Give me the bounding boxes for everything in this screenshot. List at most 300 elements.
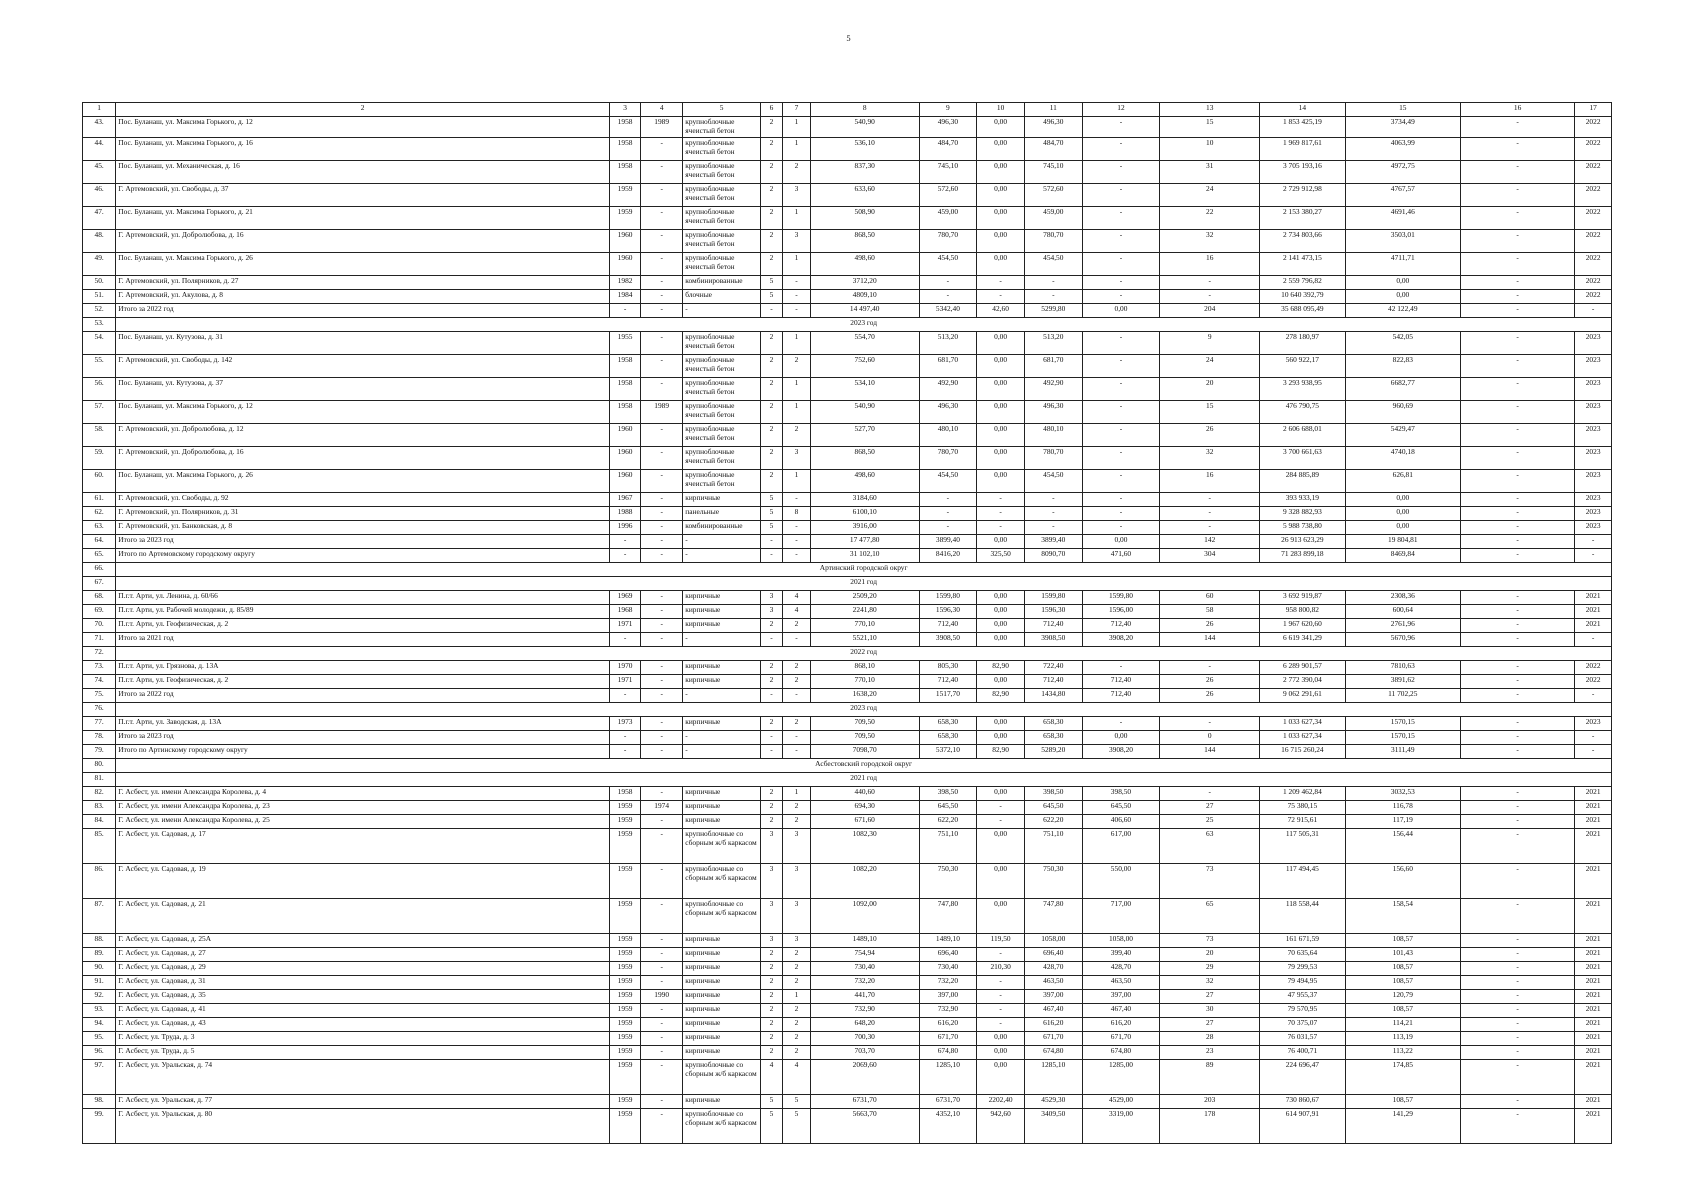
table-cell: - (783, 275, 811, 289)
table-cell: 57. (83, 400, 116, 423)
table-cell: 65. (83, 548, 116, 562)
table-row (83, 933, 1612, 947)
table-cell: 43. (83, 117, 116, 138)
table-cell: - (641, 354, 683, 377)
table-cell: 1 (783, 469, 811, 492)
table-cell: 1988 (610, 506, 641, 520)
table-cell: 3916,00 (810, 520, 919, 534)
table-cell: - (1460, 289, 1574, 303)
table-cell: Г. Асбест, ул. Садовая, д. 41 (116, 1003, 610, 1017)
table-cell: 1959 (610, 1094, 641, 1108)
table-cell: 732,20 (919, 975, 977, 989)
table-cell: 492,90 (919, 377, 977, 400)
table-cell: - (1460, 469, 1574, 492)
column-number: 8 (810, 103, 919, 117)
table-cell: - (641, 730, 683, 744)
section-row (83, 576, 1612, 590)
table-cell: - (641, 1045, 683, 1059)
table-cell: 0,00 (1345, 275, 1460, 289)
table-cell: - (1460, 744, 1574, 758)
table-cell: 3503,01 (1345, 229, 1460, 252)
table-cell: - (1460, 506, 1574, 520)
table-cell: 671,70 (919, 1031, 977, 1045)
table-cell: 15 (1160, 117, 1260, 138)
table-cell: - (1082, 377, 1160, 400)
table-cell: крупноблочные со сборным ж/б каркасом (683, 828, 761, 863)
table-cell: 72 915,61 (1260, 814, 1345, 828)
table-cell: 7098,70 (810, 744, 919, 758)
table-cell: - (1575, 688, 1612, 702)
table-cell: 3712,20 (810, 275, 919, 289)
table-cell: - (919, 289, 977, 303)
table-cell: 1 (783, 400, 811, 423)
table-cell: крупноблочные ячеистый бетон (683, 400, 761, 423)
table-row (83, 863, 1612, 898)
table-cell: - (641, 1059, 683, 1094)
table-cell: кирпичные (683, 492, 761, 506)
table-cell: 0,00 (977, 716, 1025, 730)
table-cell: Г. Артемовский, ул. Свободы, д. 142 (116, 354, 610, 377)
table-cell: 397,00 (1024, 989, 1082, 1003)
table-cell: 69. (83, 604, 116, 618)
section-row (83, 772, 1612, 786)
table-cell: 114,21 (1345, 1017, 1460, 1031)
table-cell: - (977, 947, 1025, 961)
table-cell: 476 790,75 (1260, 400, 1345, 423)
table-cell: 2021 (1575, 590, 1612, 604)
table-row (83, 137, 1612, 160)
table-cell: 158,54 (1345, 898, 1460, 933)
table-cell: 44. (83, 137, 116, 160)
table-cell: крупноблочные ячеистый бетон (683, 377, 761, 400)
table-cell: 398,50 (1024, 786, 1082, 800)
table-cell: - (1460, 183, 1574, 206)
table-cell: Г. Артемовский, ул. Акулова, д. 8 (116, 289, 610, 303)
table-cell: - (1460, 814, 1574, 828)
table-cell: крупноблочные ячеистый бетон (683, 354, 761, 377)
table-cell: Пос. Буланаш, ул. Кутузова, д. 31 (116, 331, 610, 354)
table-cell: Г. Асбест, ул. Садовая, д. 29 (116, 961, 610, 975)
table-cell: крупноблочные ячеистый бетон (683, 206, 761, 229)
table-cell: 1 033 627,34 (1260, 716, 1345, 730)
table-cell: - (760, 744, 782, 758)
table-cell: крупноблочные со сборным ж/б каркасом (683, 1108, 761, 1143)
page-number: 5 (846, 33, 851, 43)
table-cell: 2 (760, 354, 782, 377)
table-cell: - (1082, 160, 1160, 183)
table-cell: 1 (783, 117, 811, 138)
table-row (83, 252, 1612, 275)
table-cell: 3899,40 (1024, 534, 1082, 548)
table-cell: 2023 (1575, 716, 1612, 730)
table-cell: - (977, 1017, 1025, 1031)
table-cell: Итого по Артинскому городскому округу (116, 744, 610, 758)
table-cell: 837,30 (810, 160, 919, 183)
table-cell: Г. Асбест, ул. имени Александра Королева, д. 4 (116, 786, 610, 800)
table-cell: 496,30 (919, 400, 977, 423)
table-cell: - (641, 786, 683, 800)
table-cell: 1959 (610, 1017, 641, 1031)
table-cell: 5 (760, 289, 782, 303)
table-cell: 79 570,95 (1260, 1003, 1345, 1017)
table-cell: 2023 (1575, 506, 1612, 520)
table-cell: 712,40 (919, 674, 977, 688)
table-cell: - (1460, 632, 1574, 646)
section-title: 2022 год (116, 646, 1612, 660)
table-cell: 3908,50 (1024, 632, 1082, 646)
table-cell: - (1082, 520, 1160, 534)
table-cell: 732,90 (810, 1003, 919, 1017)
table-cell: 5 (760, 492, 782, 506)
table-cell: - (641, 446, 683, 469)
table-cell: Итого за 2023 год (116, 534, 610, 548)
table-cell: 496,30 (1024, 400, 1082, 423)
table-cell: 1968 (610, 604, 641, 618)
table-cell: - (760, 548, 782, 562)
table-cell: 4 (760, 1059, 782, 1094)
table-cell: 960,69 (1345, 400, 1460, 423)
table-cell: 0,00 (977, 354, 1025, 377)
table-cell: кирпичные (683, 604, 761, 618)
table-cell: 2022 (1575, 229, 1612, 252)
table-cell: - (1160, 716, 1260, 730)
table-cell: 4740,18 (1345, 446, 1460, 469)
table-cell: 770,10 (810, 618, 919, 632)
table-cell: 732,20 (810, 975, 919, 989)
table-row (83, 674, 1612, 688)
table-cell: 2 (783, 975, 811, 989)
table-cell: 156,44 (1345, 828, 1460, 863)
table-row (83, 947, 1612, 961)
table-cell: - (641, 604, 683, 618)
table-cell: - (641, 933, 683, 947)
table-cell: 2022 (1575, 117, 1612, 138)
table-cell: 89 (1160, 1059, 1260, 1094)
row-number: 67. (83, 576, 116, 590)
table-cell: 1 209 462,84 (1260, 786, 1345, 800)
table-cell: 459,00 (1024, 206, 1082, 229)
table-cell: - (1460, 252, 1574, 275)
table-cell: 2 (760, 1031, 782, 1045)
table-cell: панельные (683, 506, 761, 520)
table-cell: крупноблочные ячеистый бетон (683, 446, 761, 469)
table-cell: 6731,70 (810, 1094, 919, 1108)
table-cell: - (1024, 492, 1082, 506)
table-cell: 1 (783, 989, 811, 1003)
table-cell: 3 (760, 828, 782, 863)
table-cell: 22 (1160, 206, 1260, 229)
table-cell: 31 (1160, 160, 1260, 183)
table-cell: 868,50 (810, 446, 919, 469)
table-cell: 1489,10 (810, 933, 919, 947)
table-cell: 0,00 (977, 618, 1025, 632)
table-cell: 52. (83, 303, 116, 317)
table-cell: 2 (760, 183, 782, 206)
table-cell: 2021 (1575, 933, 1612, 947)
table-cell: 822,83 (1345, 354, 1460, 377)
table-cell: 284 885,89 (1260, 469, 1345, 492)
table-cell: Г. Артемовский, ул. Банковская, д. 8 (116, 520, 610, 534)
table-cell: Итого по Артемовскому городскому округу (116, 548, 610, 562)
table-cell: 161 671,59 (1260, 933, 1345, 947)
table-cell: 50. (83, 275, 116, 289)
table-cell: 1974 (641, 800, 683, 814)
table-cell: 2022 (1575, 275, 1612, 289)
table-cell: Пос. Буланаш, ул. Максима Горького, д. 12 (116, 400, 610, 423)
column-number: 5 (683, 103, 761, 117)
table-cell: П.г.т. Арти, ул. Грязнова, д. 13А (116, 660, 610, 674)
table-cell: 224 696,47 (1260, 1059, 1345, 1094)
table-cell: - (919, 520, 977, 534)
table-cell: - (977, 1003, 1025, 1017)
table-row (83, 469, 1612, 492)
table-cell: 1960 (610, 446, 641, 469)
table-cell: 1959 (610, 989, 641, 1003)
table-cell: 45. (83, 160, 116, 183)
table-cell: 2022 (1575, 206, 1612, 229)
table-cell: 0,00 (977, 183, 1025, 206)
table-cell: 2022 (1575, 660, 1612, 674)
table-cell: 1958 (610, 160, 641, 183)
row-number: 53. (83, 317, 116, 331)
table-cell: 2021 (1575, 975, 1612, 989)
table-cell: - (919, 492, 977, 506)
table-cell: 681,70 (1024, 354, 1082, 377)
table-cell: - (919, 275, 977, 289)
table-cell: 4529,30 (1024, 1094, 1082, 1108)
table-cell: 751,10 (1024, 828, 1082, 863)
table-cell: - (1575, 632, 1612, 646)
table-cell: 1 967 620,60 (1260, 618, 1345, 632)
table-cell: 508,90 (810, 206, 919, 229)
table-cell: 540,90 (810, 400, 919, 423)
table-cell: кирпичные (683, 933, 761, 947)
table-cell: 4711,71 (1345, 252, 1460, 275)
table-cell: 1959 (610, 1059, 641, 1094)
table-cell: 2 (760, 786, 782, 800)
table-cell: 117,19 (1345, 814, 1460, 828)
table-cell: 4691,46 (1345, 206, 1460, 229)
table-cell: Г. Артемовский, ул. Свободы, д. 37 (116, 183, 610, 206)
table-cell: 674,80 (1082, 1045, 1160, 1059)
table-cell: 0,00 (977, 446, 1025, 469)
table-cell: 1596,30 (919, 604, 977, 618)
table-cell: 2 (760, 160, 782, 183)
table-cell: 2023 (1575, 423, 1612, 446)
table-cell: Г. Асбест, ул. Уральская, д. 80 (116, 1108, 610, 1143)
table-cell: 1989 (641, 400, 683, 423)
table-cell: 0,00 (977, 730, 1025, 744)
table-cell: 480,10 (1024, 423, 1082, 446)
table-cell: - (683, 730, 761, 744)
table-cell: 2241,80 (810, 604, 919, 618)
table-cell: 1960 (610, 252, 641, 275)
table-cell: - (683, 303, 761, 317)
table-cell: 2023 (1575, 400, 1612, 423)
table-cell: 2021 (1575, 828, 1612, 863)
section-title: 2023 год (116, 317, 1612, 331)
table-cell: 82,90 (977, 688, 1025, 702)
table-cell: - (977, 989, 1025, 1003)
table-cell: 1 (783, 377, 811, 400)
table-cell: 712,40 (1024, 618, 1082, 632)
table-cell: 747,80 (919, 898, 977, 933)
table-cell: - (641, 814, 683, 828)
table-cell: 467,40 (1024, 1003, 1082, 1017)
table-cell: - (1460, 618, 1574, 632)
table-cell: 428,70 (1082, 961, 1160, 975)
table-cell: 2 (783, 674, 811, 688)
table-cell: Итого за 2022 год (116, 303, 610, 317)
table-cell: 2 (783, 961, 811, 975)
table-cell: Г. Асбест, ул. Уральская, д. 77 (116, 1094, 610, 1108)
table-cell: - (641, 961, 683, 975)
table-row (83, 786, 1612, 800)
table-cell: 2021 (1575, 1045, 1612, 1059)
table-cell: 1989 (641, 117, 683, 138)
table-cell: 0,00 (977, 117, 1025, 138)
table-cell: 732,90 (919, 1003, 977, 1017)
table-cell: 76 400,71 (1260, 1045, 1345, 1059)
table-cell: 174,85 (1345, 1059, 1460, 1094)
table-cell: П.г.т. Арти, ул. Геофизическая, д. 2 (116, 674, 610, 688)
table-cell: - (760, 534, 782, 548)
table-cell: - (783, 289, 811, 303)
table-cell: 28 (1160, 1031, 1260, 1045)
table-cell: Г. Асбест, ул. Садовая, д. 21 (116, 898, 610, 933)
table-cell: 178 (1160, 1108, 1260, 1143)
table-cell: 5 (760, 520, 782, 534)
table-cell: 674,80 (1024, 1045, 1082, 1059)
table-cell: 1959 (610, 898, 641, 933)
table-cell: Г. Артемовский, ул. Добролюбова, д. 12 (116, 423, 610, 446)
table-cell: Пос. Буланаш, ул. Максима Горького, д. 26 (116, 469, 610, 492)
table-cell: - (1024, 289, 1082, 303)
table-row (83, 688, 1612, 702)
table-cell: 32 (1160, 446, 1260, 469)
table-cell: 696,40 (1024, 947, 1082, 961)
table-cell: - (683, 744, 761, 758)
table-cell: 117 494,45 (1260, 863, 1345, 898)
table-cell: 2021 (1575, 1031, 1612, 1045)
column-number: 17 (1575, 103, 1612, 117)
table-cell: - (641, 898, 683, 933)
table-cell: 0,00 (977, 828, 1025, 863)
table-cell: 942,60 (977, 1108, 1025, 1143)
table-cell: - (1460, 1059, 1574, 1094)
table-cell: 26 913 623,29 (1260, 534, 1345, 548)
table-cell: 71 283 899,18 (1260, 548, 1345, 562)
table-cell: 513,20 (1024, 331, 1082, 354)
table-cell: 120,79 (1345, 989, 1460, 1003)
table-cell: Итого за 2023 год (116, 730, 610, 744)
table-cell: 4 (783, 1059, 811, 1094)
table-cell: - (977, 289, 1025, 303)
table-cell: - (1082, 469, 1160, 492)
table-cell: 99. (83, 1108, 116, 1143)
table-cell: 144 (1160, 632, 1260, 646)
table-cell: 454,50 (919, 252, 977, 275)
table-cell: 23 (1160, 1045, 1260, 1059)
table-cell: 0,00 (977, 590, 1025, 604)
table-cell: 26 (1160, 618, 1260, 632)
table-cell: 471,60 (1082, 548, 1160, 562)
table-cell: 3 (783, 898, 811, 933)
table-cell: - (641, 303, 683, 317)
table-cell: 98. (83, 1094, 116, 1108)
table-cell: 2 (760, 814, 782, 828)
table-cell: 674,80 (919, 1045, 977, 1059)
table-cell: 6682,77 (1345, 377, 1460, 400)
table-cell: - (641, 1017, 683, 1031)
table-cell: 2021 (1575, 800, 1612, 814)
table-row (83, 331, 1612, 354)
table-cell: 648,20 (810, 1017, 919, 1031)
table-cell: 1 969 817,61 (1260, 137, 1345, 160)
table-cell: 1969 (610, 590, 641, 604)
table-cell: - (1460, 1017, 1574, 1031)
column-number: 2 (116, 103, 610, 117)
table-cell: 6100,10 (810, 506, 919, 520)
table-cell: 30 (1160, 1003, 1260, 1017)
table-cell: 2 (760, 989, 782, 1003)
table-cell: 0,00 (1345, 289, 1460, 303)
table-cell: 2022 (1575, 289, 1612, 303)
table-cell: 2 (783, 1017, 811, 1031)
table-cell: - (1460, 730, 1574, 744)
table-cell: 9 062 291,61 (1260, 688, 1345, 702)
table-cell: кирпичные (683, 1045, 761, 1059)
table-cell: 75 380,15 (1260, 800, 1345, 814)
table-cell: 1285,00 (1082, 1059, 1160, 1094)
table-cell: 2022 (1575, 674, 1612, 688)
section-row (83, 646, 1612, 660)
table-cell: 2021 (1575, 1094, 1612, 1108)
table-row (83, 800, 1612, 814)
table-cell: 2 (760, 947, 782, 961)
table-cell: 2 (760, 975, 782, 989)
table-cell: 0,00 (977, 229, 1025, 252)
table-cell: 780,70 (1024, 229, 1082, 252)
table-cell: 3111,49 (1345, 744, 1460, 758)
table-cell: 645,50 (1082, 800, 1160, 814)
table-cell: 2023 (1575, 354, 1612, 377)
table-cell: - (641, 160, 683, 183)
table-cell: 1596,30 (1024, 604, 1082, 618)
table-row (83, 1108, 1612, 1143)
table-cell: 108,57 (1345, 933, 1460, 947)
table-cell: 8469,84 (1345, 548, 1460, 562)
table-cell: - (1460, 492, 1574, 506)
table-cell: 87. (83, 898, 116, 933)
table-cell: 79 494,95 (1260, 975, 1345, 989)
table-cell: 9 (1160, 331, 1260, 354)
row-number: 72. (83, 646, 116, 660)
table-cell: - (783, 632, 811, 646)
table-row (83, 275, 1612, 289)
table-cell: 31 102,10 (810, 548, 919, 562)
table-cell: 60 (1160, 590, 1260, 604)
table-cell: 96. (83, 1045, 116, 1059)
table-cell: - (641, 206, 683, 229)
table-cell: 86. (83, 863, 116, 898)
row-number: 81. (83, 772, 116, 786)
table-cell: 113,19 (1345, 1031, 1460, 1045)
table-cell: - (783, 492, 811, 506)
table-cell: 78. (83, 730, 116, 744)
table-cell: 2509,20 (810, 590, 919, 604)
table-cell: 398,50 (919, 786, 977, 800)
